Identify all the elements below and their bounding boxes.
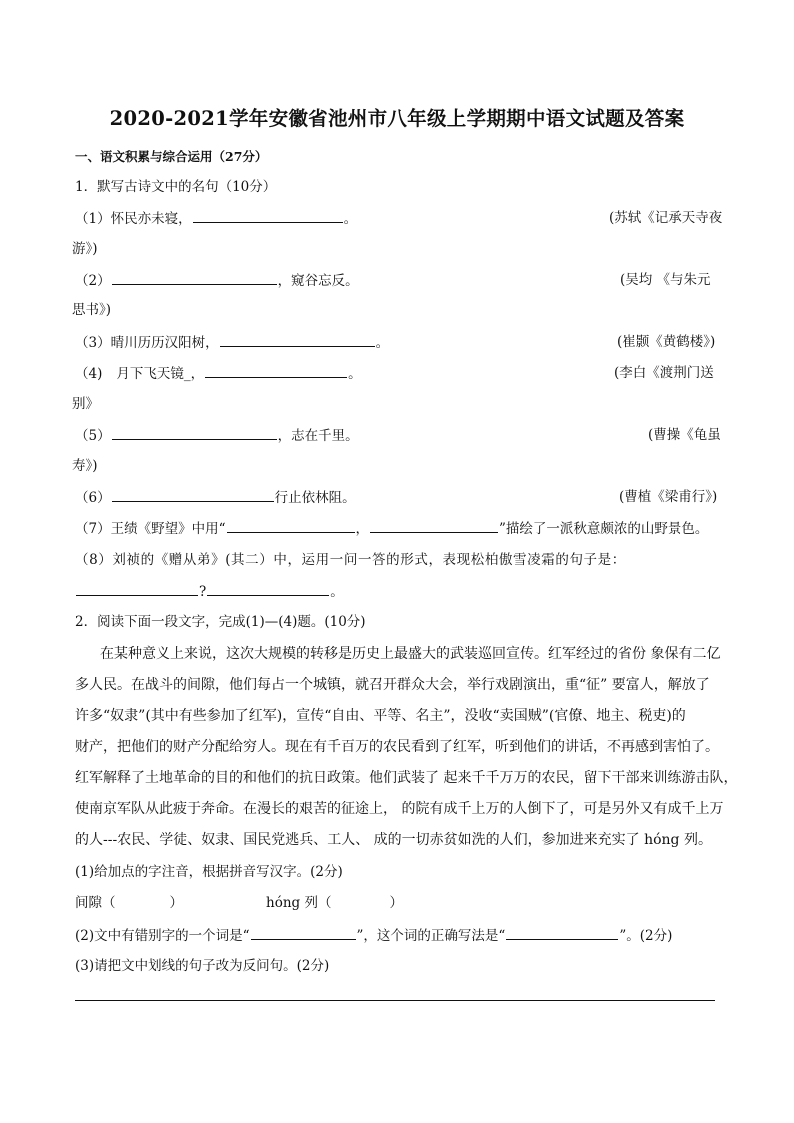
item-text: hóng 列（: [266, 895, 332, 911]
item-text: ”。(2分): [619, 928, 673, 944]
answer-blank[interactable]: [112, 425, 277, 440]
item-text: （7）王绩《野望》中用“: [75, 521, 226, 537]
q1-item-4: [75, 363, 362, 384]
item-text: ，志在千里。: [277, 428, 359, 444]
source-citation: (吴均 《与朱元: [620, 272, 711, 288]
passage-line: 在某种意义上来说，这次大规模的转移是历史上最盛大的武装巡回宣传。红军经过的省份 象保有二亿: [100, 646, 721, 662]
answer-blank[interactable]: [220, 332, 375, 347]
answer-blank[interactable]: [251, 925, 356, 940]
passage-line: 许多“奴隶”(其中有些参加了红军)，宣传“自由、平等、名主”，没收“卖国贼”(官僚、地主、税吏)的: [75, 708, 686, 724]
item-number: （1）: [75, 211, 111, 227]
item-text: 。: [348, 366, 362, 382]
q1-item-2: [75, 270, 359, 291]
sub-question-3: (3)请把文中划线的句子改为反问句。(2分): [75, 958, 330, 974]
passage-line: 多人民。在战斗的间隙，他们每占一个城镇，就召开群众大会，举行戏剧演出，重“征” 要富人，解放了: [75, 677, 710, 693]
answer-blank[interactable]: [205, 363, 347, 378]
answer-blank[interactable]: [207, 581, 329, 596]
q1-item-1: [75, 208, 357, 229]
item-number: （6）: [75, 490, 111, 506]
source-citation-cont: 寿》): [72, 458, 98, 474]
q1-item-8: （8）刘祯的《赠从弟》(其二）中，运用一问一答的形式，表现松柏傲雪凌霜的句子是：: [75, 552, 626, 568]
passage-line: 使南京军队从此疲于奔命。在漫长的艰苦的征途上， 的院有成千上万的人倒下了，可是另外又有成千上万: [75, 801, 724, 817]
item-text: ”描绘了一派秋意颇浓的山野景色。: [499, 521, 709, 537]
item-text: 。: [343, 211, 358, 227]
item-text: (2)文中有错别字的一个词是“: [75, 928, 250, 944]
item-text: ，窥谷忘反。: [277, 273, 359, 289]
item-text: ）: [169, 895, 183, 911]
source-citation: (曹植《梁甫行》): [619, 489, 718, 505]
passage-line: 的人---农民、学徒、奴隶、国民党逃兵、工人、 成的一切赤贫如洗的人们，参加进来充实了 hóng 列。: [75, 832, 712, 848]
item-number: （5）: [75, 428, 111, 444]
source-citation: (曹操《龟虽: [648, 427, 721, 443]
q1-item-8-answer: [75, 581, 344, 602]
item-text: ”，这个词的正确写法是“: [356, 928, 506, 944]
item-text: 怀民亦未寝，: [110, 211, 192, 227]
item-number: （4): [75, 366, 103, 382]
sub-question-1-answers: [75, 893, 403, 913]
q1-item-5: [75, 425, 359, 446]
item-text: 间隙（: [75, 895, 116, 911]
answer-blank[interactable]: [112, 487, 274, 502]
item-number: （3）: [75, 335, 111, 351]
item-text: ?: [199, 584, 207, 600]
sub-question-1: (1)给加点的字注音，根据拼音写汉字。(2分): [75, 864, 343, 880]
q1-item-6: [75, 487, 356, 508]
answer-line[interactable]: [75, 1000, 715, 1001]
q1-item-7: [75, 518, 708, 539]
item-text: ，: [355, 521, 369, 537]
item-text: ）: [389, 895, 403, 911]
source-citation: (李白《渡荆门送: [614, 365, 714, 381]
section-heading: 一、语文积累与综合运用（27分）: [75, 149, 268, 164]
answer-blank[interactable]: [76, 581, 198, 596]
answer-blank[interactable]: [370, 518, 498, 533]
question-2-heading: 2．阅读下面一段文字，完成(1)—(4)题。(10分): [75, 614, 366, 630]
passage-line: 红军解释了土地革命的目的和他们的抗日政策。他们武装了 起来千千万万的农民，留下干部来训练游击队，: [75, 770, 738, 786]
passage-line: 财产，把他们的财产分配给穷人。现在有千百万的农民看到了红军，听到他们的讲话，不再感到害怕了。: [75, 739, 719, 755]
q1-item-3: [75, 332, 389, 353]
source-citation: (崔颢《黄鹤楼》): [617, 334, 716, 350]
source-citation: (苏轼《记承天寺夜: [609, 210, 723, 226]
source-citation-cont: 游》): [72, 241, 98, 257]
page-title: 2020-2021学年安徽省池州市八年级上学期期中语文试题及答案: [109, 107, 685, 130]
item-number: （2）: [75, 273, 111, 289]
item-text: 行止依林阻。: [274, 490, 356, 506]
question-1-heading: 1．默写古诗文中的名句（10分）: [75, 179, 277, 195]
item-text: 月下飞天镜_，: [116, 366, 205, 382]
answer-blank[interactable]: [227, 518, 355, 533]
source-citation-cont: 别》: [72, 396, 99, 412]
sub-question-2: [75, 925, 672, 946]
source-citation-cont: 思书》): [72, 302, 112, 318]
item-text: 。: [330, 584, 344, 600]
answer-blank[interactable]: [112, 270, 277, 285]
answer-blank[interactable]: [506, 925, 618, 940]
answer-blank[interactable]: [193, 208, 343, 223]
item-text: 晴川历历汉阳树，: [110, 335, 219, 351]
item-text: 。: [375, 335, 390, 351]
